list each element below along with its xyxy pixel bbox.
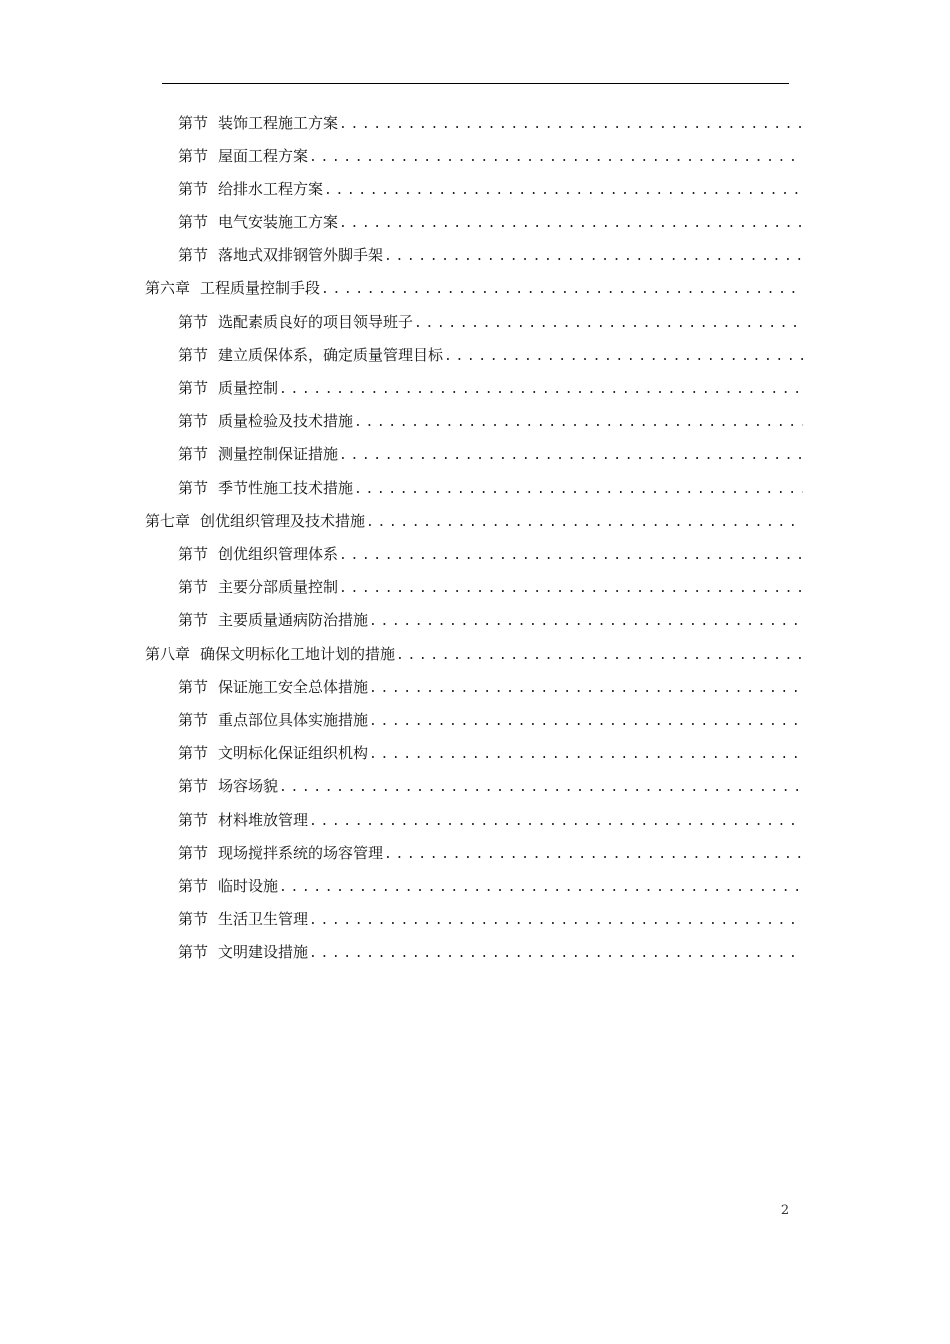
toc-entry-title: 工程质量控制手段 xyxy=(200,279,321,297)
toc-entry[interactable] xyxy=(178,476,803,500)
toc-entry-title: 主要分部质量控制 xyxy=(218,578,339,596)
toc-entry-number: 第节 xyxy=(178,678,209,696)
toc-entry[interactable] xyxy=(178,874,803,898)
toc-dot-leader xyxy=(309,942,803,964)
toc-dot-leader xyxy=(279,378,803,400)
toc-entry-number: 第节 xyxy=(178,346,209,364)
toc-dot-leader xyxy=(309,810,803,832)
toc-dot-leader xyxy=(384,843,803,865)
toc-dot-leader xyxy=(339,113,803,135)
toc-entry-number: 第节 xyxy=(178,711,209,729)
toc-entry-number: 第八章 xyxy=(145,645,191,663)
toc-entry-title: 创优组织管理体系 xyxy=(218,545,339,563)
toc-entry-title: 选配素质良好的项目领导班子 xyxy=(218,313,414,331)
toc-entry-title: 主要质量通病防治措施 xyxy=(218,611,369,629)
toc-dot-leader xyxy=(369,677,803,699)
toc-entry[interactable] xyxy=(178,841,803,865)
toc-entry-number: 第节 xyxy=(178,811,209,829)
toc-dot-leader xyxy=(279,776,803,798)
toc-dot-leader xyxy=(369,710,803,732)
toc-entry[interactable] xyxy=(178,442,803,466)
toc-entry[interactable] xyxy=(178,376,803,400)
toc-entry-number: 第节 xyxy=(178,412,209,430)
toc-entry-number: 第六章 xyxy=(145,279,191,297)
toc-entry-title: 电气安装施工方案 xyxy=(218,213,339,231)
toc-entry-number: 第七章 xyxy=(145,512,191,530)
toc-entry-title: 保证施工安全总体措施 xyxy=(218,678,369,696)
toc-entry[interactable] xyxy=(178,542,803,566)
toc-dot-leader xyxy=(414,312,803,334)
toc-entry-number: 第节 xyxy=(178,114,209,132)
toc-entry[interactable] xyxy=(178,808,803,832)
page-number: 2 xyxy=(780,1203,790,1218)
header-rule xyxy=(162,83,789,84)
toc-entry-number: 第节 xyxy=(178,180,209,198)
toc-entry-number: 第节 xyxy=(178,379,209,397)
toc-entry[interactable] xyxy=(178,608,803,632)
toc-dot-leader xyxy=(339,212,803,234)
toc-entry-title: 场容场貌 xyxy=(218,777,279,795)
toc-entry-number: 第节 xyxy=(178,445,209,463)
toc-entry-title: 质量检验及技术措施 xyxy=(218,412,354,430)
toc-entry[interactable] xyxy=(178,310,803,334)
toc-entry[interactable] xyxy=(178,940,803,964)
toc-entry[interactable] xyxy=(178,210,803,234)
toc-dot-leader xyxy=(444,345,803,367)
toc-entry-title: 屋面工程方案 xyxy=(218,147,309,165)
toc-dot-leader xyxy=(354,478,803,500)
toc-entry-title: 现场搅拌系统的场容管理 xyxy=(218,844,384,862)
toc-entry-number: 第节 xyxy=(178,545,209,563)
toc-entry-title: 重点部位具体实施措施 xyxy=(218,711,369,729)
toc-dot-leader xyxy=(339,444,803,466)
toc-chapter-entry[interactable] xyxy=(145,276,803,300)
toc-entry-title: 材料堆放管理 xyxy=(218,811,309,829)
toc-entry-number: 第节 xyxy=(178,578,209,596)
toc-dot-leader xyxy=(339,544,803,566)
toc-entry-title: 文明标化保证组织机构 xyxy=(218,744,369,762)
toc-entry-title: 建立质保体系，确定质量管理目标 xyxy=(218,346,444,364)
toc-dot-leader xyxy=(324,179,803,201)
toc-entry-number: 第节 xyxy=(178,777,209,795)
toc-entry[interactable] xyxy=(178,144,803,168)
toc-dot-leader xyxy=(396,644,803,666)
toc-entry[interactable] xyxy=(178,177,803,201)
toc-entry-number: 第节 xyxy=(178,147,209,165)
toc-dot-leader xyxy=(279,876,803,898)
toc-entry-title: 临时设施 xyxy=(218,877,279,895)
toc-entry[interactable] xyxy=(178,675,803,699)
toc-entry[interactable] xyxy=(178,741,803,765)
toc-entry-title: 装饰工程施工方案 xyxy=(218,114,339,132)
toc-entry-title: 测量控制保证措施 xyxy=(218,445,339,463)
toc-dot-leader xyxy=(384,245,803,267)
toc-entry-number: 第节 xyxy=(178,611,209,629)
toc-entry-title: 创优组织管理及技术措施 xyxy=(200,512,366,530)
toc-entry-number: 第节 xyxy=(178,246,209,264)
toc-entry-title: 质量控制 xyxy=(218,379,279,397)
toc-dot-leader xyxy=(354,411,803,433)
toc-entry-title: 季节性施工技术措施 xyxy=(218,479,354,497)
toc-entry-number: 第节 xyxy=(178,479,209,497)
toc-entry-title: 落地式双排钢管外脚手架 xyxy=(218,246,384,264)
toc-entry-number: 第节 xyxy=(178,313,209,331)
toc-entry[interactable] xyxy=(178,111,803,135)
toc-entry-title: 文明建设措施 xyxy=(218,943,309,961)
toc-entry-number: 第节 xyxy=(178,943,209,961)
toc-chapter-entry[interactable] xyxy=(145,509,803,533)
toc-entry-title: 确保文明标化工地计划的措施 xyxy=(200,645,396,663)
toc-entry-number: 第节 xyxy=(178,877,209,895)
toc-entry-number: 第节 xyxy=(178,744,209,762)
toc-entry-number: 第节 xyxy=(178,213,209,231)
toc-entry-title: 给排水工程方案 xyxy=(218,180,324,198)
toc-entry-number: 第节 xyxy=(178,844,209,862)
toc-chapter-entry[interactable] xyxy=(145,642,803,666)
toc-dot-leader xyxy=(321,278,803,300)
toc-dot-leader xyxy=(366,511,803,533)
toc-dot-leader xyxy=(369,610,803,632)
toc-entry[interactable] xyxy=(178,774,803,798)
toc-entry[interactable] xyxy=(178,343,803,367)
toc-entry[interactable] xyxy=(178,907,803,931)
toc-dot-leader xyxy=(339,577,803,599)
toc-entry-title: 生活卫生管理 xyxy=(218,910,309,928)
toc-dot-leader xyxy=(309,909,803,931)
toc-entry[interactable] xyxy=(178,575,803,599)
toc-entry[interactable] xyxy=(178,708,803,732)
toc-dot-leader xyxy=(369,743,803,765)
toc-entry[interactable] xyxy=(178,409,803,433)
toc-dot-leader xyxy=(309,146,803,168)
toc-entry[interactable] xyxy=(178,243,803,267)
toc-entry-number: 第节 xyxy=(178,910,209,928)
